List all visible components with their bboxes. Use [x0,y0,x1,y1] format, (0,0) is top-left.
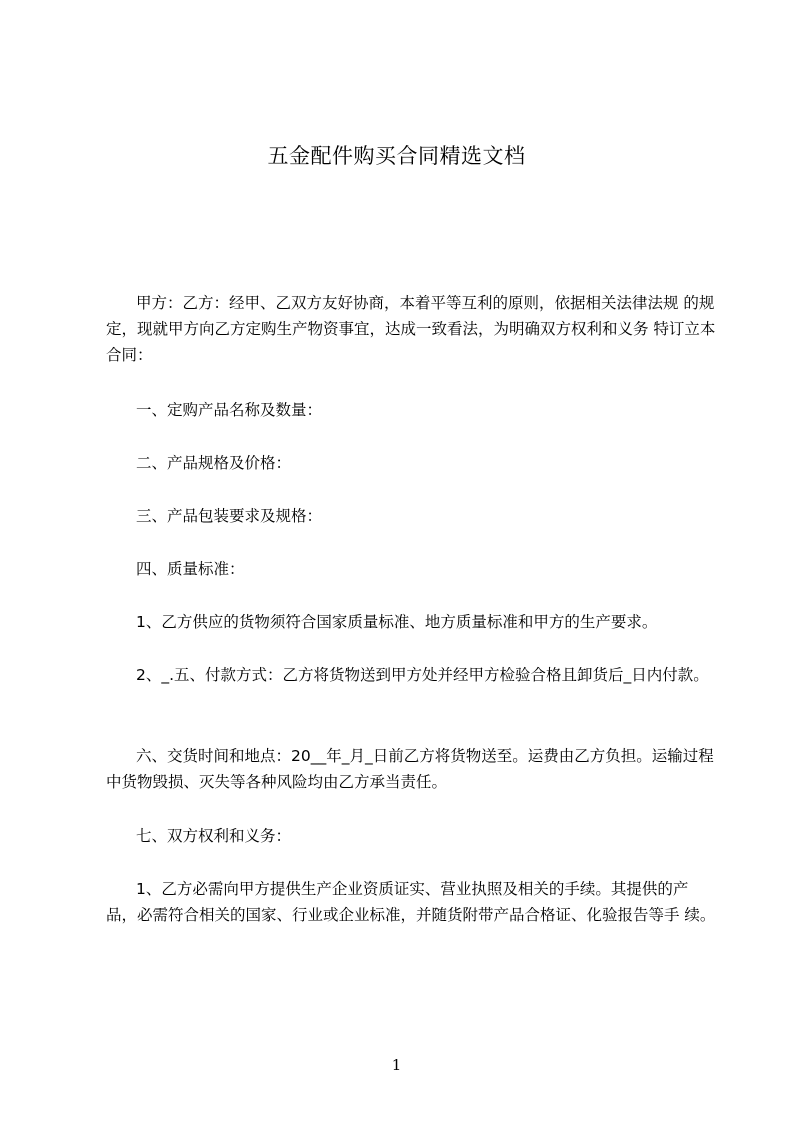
quality-item-1: 1、乙方供应的货物须符合国家质量标准、地方质量标准和甲方的生产要求。 [136,613,658,631]
rights-item-1: 1、乙方必需向甲方提供生产企业资质证实、营业执照及相关的手续。其提供的产 品，必需符合相关的国家、行业或企业标准，并随货附带产品合格证、化验报告等手 续。 [106,880,716,924]
section-heading-rights: 七、双方权利和义务： [136,827,292,845]
section-heading-spec-price: 二、产品规格及价格： [136,454,292,472]
paragraph-parties: 甲方：乙方：经甲、乙双方友好协商，本着平等互利的原则，依据相关法律法规 的规定，现就甲方向乙方定购生产物资事宜，达成一致看法，为明确双方权利和义务 特订立本合同： [106,294,716,364]
section-heading-quality: 四、质量标准： [136,560,245,578]
section-delivery: 六、交货时间和地点：20__年_月_日前乙方将货物送至。运费由乙方负担。运输过程中货物毁损、灭失等各种风险均由乙方承当责任。 [106,747,714,791]
page-number: 1 [391,1056,402,1074]
section-heading-packaging: 三、产品包装要求及规格： [136,507,323,525]
quality-item-2-payment: 2、_.五、付款方式：乙方将货物送到甲方处并经甲方检验合格且卸货后_日内付款。 [136,666,709,684]
section-heading-product-name: 一、定购产品名称及数量： [136,401,323,419]
document-title: 五金配件购买合同精选文档 [267,144,526,168]
